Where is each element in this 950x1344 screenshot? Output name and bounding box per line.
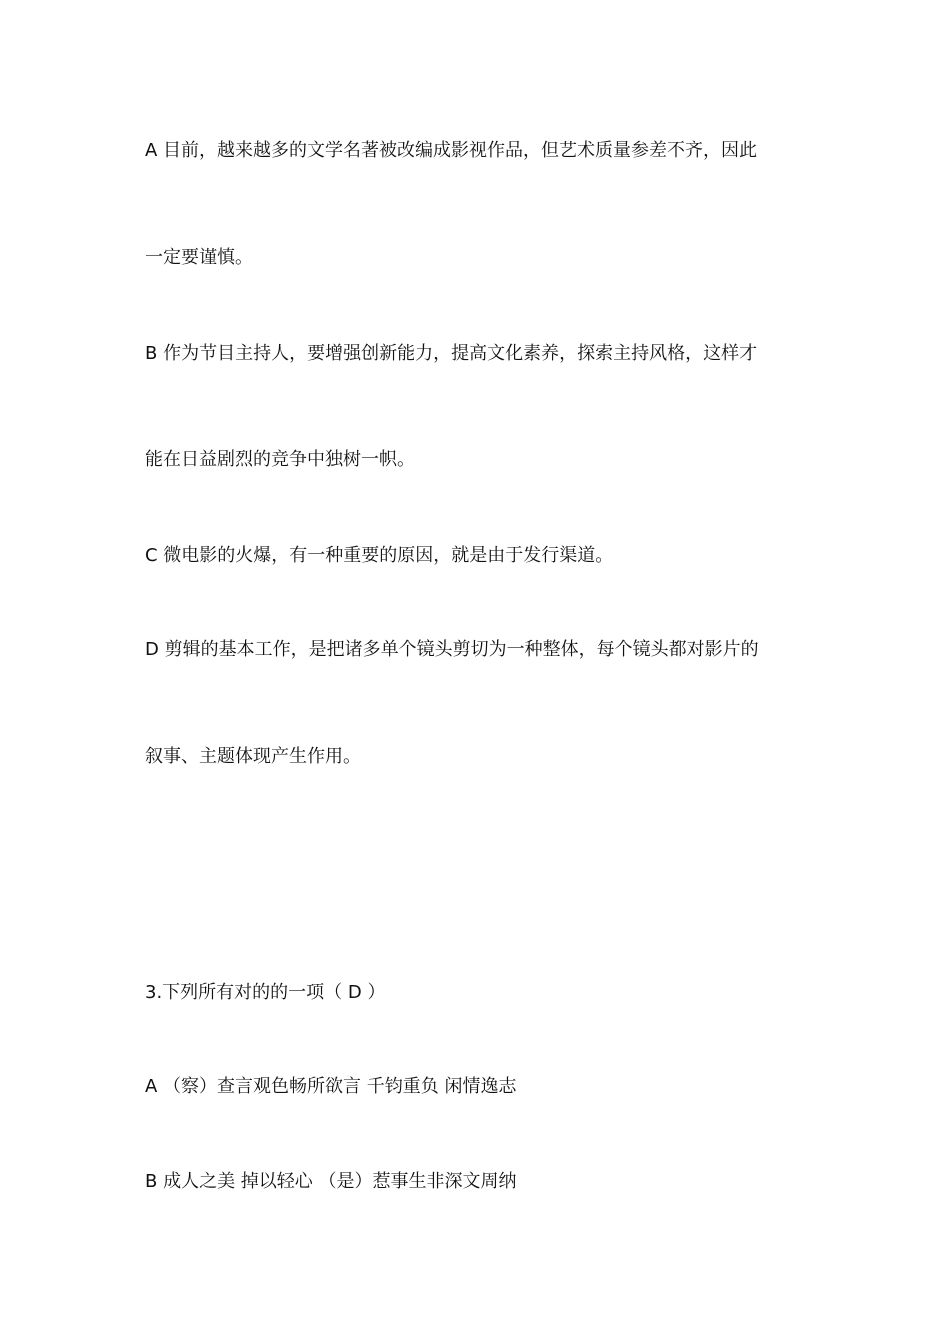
question-3-title: 3.下列所有对的的一项（ D ） xyxy=(145,982,386,1003)
question-3-option-a: A （察）查言观色畅所欲言 千钧重负 闲情逸志 xyxy=(145,1076,517,1097)
option-b-line-1: B 作为节目主持人，要增强创新能力，提高文化素养，探索主持风格，这样才 xyxy=(145,343,758,364)
question-3-option-b: B 成人之美 掉以轻心 （是）惹事生非深文周纳 xyxy=(145,1171,517,1192)
option-b-line-2: 能在日益剧烈的竞争中独树一帜。 xyxy=(145,449,415,470)
option-a-line-1: A 目前，越来越多的文学名著被改编成影视作品，但艺术质量参差不齐，因此 xyxy=(145,140,758,161)
option-a-line-2: 一定要谨慎。 xyxy=(145,247,253,268)
option-d-line-2: 叙事、主题体现产生作用。 xyxy=(145,746,361,767)
option-c-line-1: C 微电影的火爆，有一种重要的原因，就是由于发行渠道。 xyxy=(145,545,614,566)
option-d-line-1: D 剪辑的基本工作，是把诸多单个镜头剪切为一种整体，每个镜头都对影片的 xyxy=(145,639,759,660)
